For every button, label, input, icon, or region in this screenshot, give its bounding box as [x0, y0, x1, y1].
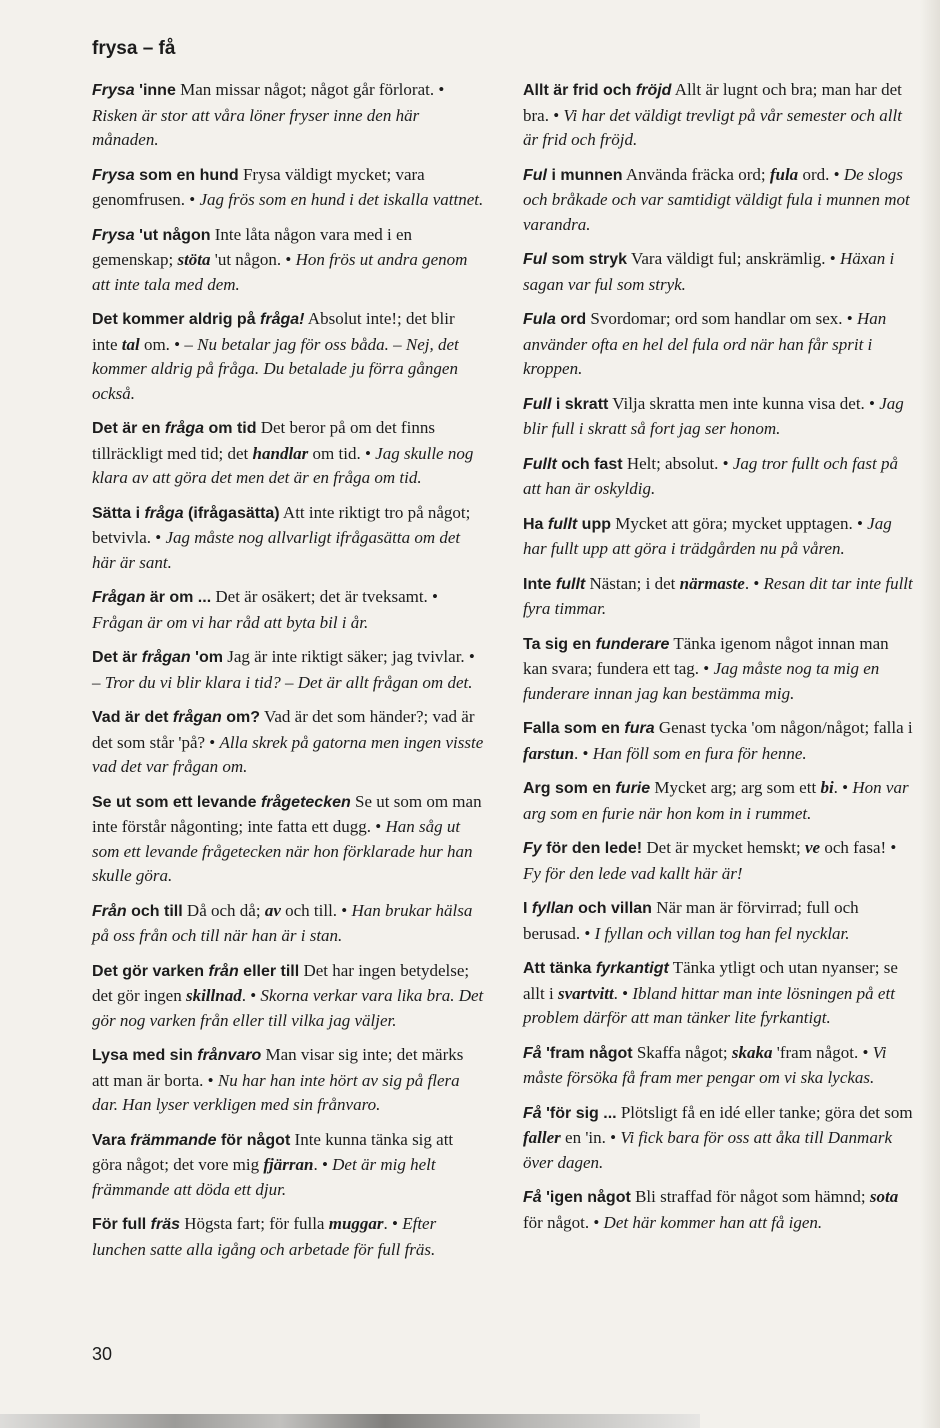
left-column: [92, 78, 484, 1272]
entry-example: Jag måste nog allvarligt ifrågasätta om det här är sant.: [92, 528, 461, 572]
dictionary-entry: [523, 716, 915, 766]
entry-headword: [523, 1189, 631, 1206]
headword-part: är om ...: [145, 589, 212, 606]
dictionary-entry: [523, 632, 915, 707]
entry-synonym: svartvitt: [557, 983, 614, 1003]
entry-headword: [92, 82, 176, 99]
dictionary-entry: [523, 1101, 915, 1176]
dictionary-entry: [523, 247, 915, 297]
entry-example: De slogs och bråkade och var samtidigt väldigt fula i munnen mot varandra.: [523, 164, 910, 234]
entry-example: Fy för den lede vad kallt här är!: [523, 863, 743, 883]
entry-definition: Svordomar; ord som handlar om sex. •: [586, 309, 857, 328]
page-header: frysa – få: [92, 38, 176, 59]
headword-part: Det är en: [92, 420, 165, 437]
entry-definition: Genast tycka 'om någon/något; falla i: [654, 718, 913, 737]
entry-headword: [92, 227, 211, 244]
entry-headword: [523, 1105, 617, 1122]
headword-part: frågan: [172, 709, 222, 726]
headword-part: Vara: [92, 1131, 131, 1149]
page-number: 30: [92, 1344, 113, 1364]
entry-synonym: muggar: [328, 1214, 384, 1233]
entry-example: Frågan är om vi har råd att byta bil i år.: [92, 612, 369, 632]
dictionary-entry: [523, 1185, 915, 1235]
entry-example: Jag tror fullt och fast på att han är oskyldig.: [523, 453, 898, 498]
headword-part: furie: [615, 780, 651, 797]
entry-definition-cont: och fasa! •: [820, 838, 897, 857]
headword-part: I: [523, 900, 532, 917]
headword-part: och villan: [573, 900, 652, 917]
headword-part: Ful: [523, 166, 547, 184]
entry-definition: Det beror på om det finns tillräckligt med tid; det: [92, 418, 435, 463]
headword-part: fräs: [150, 1216, 181, 1233]
entry-definition: Man visar sig inte; det märks att man är borta. •: [92, 1045, 464, 1090]
headword-part: Fy: [523, 840, 542, 857]
entry-headword: [523, 636, 669, 653]
entry-definition: Tänka ytligt och utan nyanser; se allt i: [523, 958, 898, 1003]
headword-part: funderare: [595, 635, 670, 653]
dictionary-entry: [92, 899, 484, 949]
entry-example: Jag måste nog ta mig en funderare innan jag kan bestämma mig.: [523, 659, 880, 703]
dictionary-entry: [92, 705, 484, 780]
entry-definition: Då och då;: [182, 900, 265, 920]
headword-part: Frysa: [92, 226, 135, 244]
headword-part: ord: [555, 311, 587, 328]
headword-part: Fula: [523, 311, 556, 328]
headword-part: främmande: [130, 1131, 217, 1149]
headword-part: 'ut någon: [134, 226, 211, 244]
headword-part: och till: [126, 902, 183, 920]
headword-part: Få: [523, 1104, 542, 1122]
entry-headword: [523, 900, 652, 917]
entry-headword: [92, 903, 183, 920]
entry-example: Alla skrek på gatorna men ingen visste vad det var frågan om.: [92, 732, 484, 776]
headword-part: 'om: [190, 649, 223, 666]
dictionary-entry: [92, 1212, 484, 1262]
entry-headword: [523, 516, 611, 533]
entry-example: Vi måste försöka få fram mer pengar om vi ska lyckas.: [523, 1042, 887, 1087]
entry-synonym: faller: [523, 1128, 561, 1147]
entry-headword: [92, 505, 280, 522]
entry-example: Det är mig helt främmande att döda ett djur.: [92, 1155, 436, 1199]
headword-part: som en hund: [134, 166, 239, 184]
entry-synonym: handlar: [252, 443, 309, 463]
headword-part: Från: [92, 902, 127, 920]
headword-part: För full: [92, 1216, 151, 1233]
entry-synonym: skillnad: [185, 986, 242, 1005]
headword-part: fullt: [555, 575, 586, 593]
entry-definition-cont: . •: [613, 983, 633, 1003]
dictionary-entry: [92, 223, 484, 298]
entry-headword: [92, 794, 351, 811]
entry-definition-cont: om. • –: [139, 334, 198, 354]
entry-headword: [92, 1132, 290, 1149]
entry-example: Resan dit tar inte fullt fyra timmar.: [523, 573, 913, 618]
headword-part: Frågan: [92, 589, 146, 606]
entry-example: Vi har det väldigt trevligt på vår semester och allt är frid och fröjd.: [523, 105, 902, 149]
entry-example: Vi fick bara för oss att åka till Danmark över dagen.: [523, 1128, 892, 1172]
headword-part: fröjd: [635, 82, 672, 99]
headword-part: fyrkantigt: [595, 960, 669, 977]
headword-part: fura: [624, 720, 655, 737]
dictionary-entry: [523, 78, 915, 153]
headword-part: från: [208, 962, 239, 980]
headword-part: Få: [523, 1044, 542, 1062]
headword-part: Sätta i: [92, 504, 145, 522]
entry-synonym: av: [264, 900, 281, 920]
entry-headword: [523, 251, 627, 268]
headword-part: 'igen något: [541, 1189, 631, 1206]
headword-part: 'fram något: [541, 1044, 633, 1062]
entry-definition: Tänka igenom något innan man kan svara; fundera ett tag. •: [523, 633, 889, 678]
entry-definition-cont: . •: [313, 1155, 333, 1174]
headword-part: fyllan: [531, 900, 574, 917]
entry-headword: [92, 589, 211, 606]
entry-definition-cont: för något. •: [523, 1212, 604, 1232]
headword-part: Få: [523, 1189, 542, 1206]
headword-part: som stryk: [547, 251, 628, 268]
headword-part: frågan: [141, 649, 191, 666]
headword-part: i munnen: [547, 166, 623, 184]
entry-example: Hon frös ut andra genom att inte tala med dem.: [92, 250, 468, 294]
dictionary-entry: [523, 776, 915, 826]
headword-part: Allt är frid och: [523, 82, 636, 99]
entry-headword: [92, 311, 305, 328]
entry-definition-cont: . •: [574, 743, 593, 763]
dictionary-entry: [92, 163, 484, 213]
entry-definition: Absolut inte!; det blir inte: [92, 309, 455, 354]
headword-part: Falla som en: [523, 720, 625, 737]
headword-part: Fullt: [523, 455, 557, 473]
entry-definition: Vara väldigt ful; anskrämlig. •: [627, 249, 840, 268]
entry-headword: [523, 396, 608, 413]
entry-synonym: bi: [820, 778, 834, 797]
entry-definition: Se ut som om man inte förstår någonting; inte fatta ett dugg. •: [92, 791, 482, 836]
headword-part: i skratt: [551, 395, 609, 413]
entry-synonym: fjärran: [263, 1155, 314, 1174]
entry-example: Häxan i sagan var ful som stryk.: [523, 249, 895, 294]
dictionary-entry: [523, 956, 915, 1031]
entry-synonym: sota: [869, 1187, 899, 1206]
headword-part: upp: [577, 515, 611, 533]
entry-headword: [92, 649, 223, 666]
headword-part: frånvaro: [197, 1047, 262, 1064]
entry-headword: [523, 311, 586, 328]
headword-part: Full: [523, 395, 552, 413]
entry-definition: Allt är lugnt och bra; man har det bra. •: [523, 80, 902, 125]
headword-part: Inte: [523, 575, 556, 593]
headword-part: Se ut som ett levande: [92, 793, 261, 811]
dictionary-entry: [92, 416, 484, 491]
entry-definition: Inte låta någon vara med i en gemenskap;: [92, 224, 413, 269]
dictionary-entry: [523, 836, 915, 886]
headword-part: Det gör varken: [92, 962, 209, 980]
entry-example: Jag skulle nog klara av att göra det men det är en fråga om tid.: [92, 443, 474, 487]
entry-example: Hon var arg som en furie när hon kom in i rummet.: [523, 778, 909, 823]
entry-example: Ibland hittar man inte lösningen på ett problem därför att man tänker lite fyrkantigt.: [523, 983, 895, 1027]
entry-synonym: tal: [121, 334, 140, 354]
entry-synonym: stöta: [177, 250, 211, 269]
entry-headword: [523, 1045, 633, 1062]
entry-headword: [523, 780, 650, 797]
dictionary-entry: [92, 78, 484, 153]
dictionary-entry: [92, 501, 484, 576]
headword-part: Lysa med sin: [92, 1047, 198, 1064]
entry-definition: Jag är inte riktigt säker; jag tvivlar. • –: [92, 647, 475, 692]
entry-example: Jag blir full i skratt så fort jag ser honom.: [523, 393, 904, 438]
entry-headword: [523, 456, 623, 473]
entry-example: Han såg ut som ett levande frågetecken när hon förklarade hur han skulle göra.: [92, 817, 473, 885]
entry-definition: Man missar något; något går förlorat. •: [175, 80, 445, 99]
dictionary-entry: [92, 645, 484, 695]
headword-part: Att tänka: [523, 960, 596, 977]
entry-headword: [92, 963, 299, 980]
entry-example: Risken är stor att våra löner fryser inne den här månaden.: [92, 105, 420, 149]
dictionary-entry: [92, 790, 484, 889]
headword-part: (ifrågasätta): [183, 504, 280, 522]
headword-part: för något: [216, 1131, 291, 1149]
headword-part: eller till: [238, 962, 300, 980]
headword-part: om tid: [204, 420, 257, 437]
dictionary-entry: [523, 572, 915, 622]
entry-definition-cont: 'fram något. •: [772, 1042, 873, 1062]
entry-definition-cont: . •: [241, 986, 261, 1005]
headword-part: Det är: [92, 649, 142, 666]
headword-part: Arg som en: [523, 780, 616, 797]
entry-synonym: fula: [769, 164, 799, 184]
entry-definition-cont: och till. •: [280, 900, 352, 920]
entry-headword: [92, 420, 256, 437]
headword-part: Vad är det: [92, 709, 173, 726]
entry-example: Nu har han inte hört av sig på flera dar. Han lyser verkligen med sin frånvaro.: [92, 1070, 460, 1114]
dictionary-entry: [523, 512, 915, 562]
entry-definition: Vilja skratta men inte kunna visa det. •: [608, 393, 880, 413]
entry-definition: Mycket att göra; mycket upptagen. •: [611, 513, 868, 533]
entry-headword: [523, 960, 669, 977]
entry-synonym: skaka: [731, 1042, 773, 1062]
entry-example: Han använder ofta en hel del fula ord när han får sprit i kroppen.: [523, 309, 887, 378]
entry-headword: [523, 720, 655, 737]
entry-definition: Vad är det som händer?; vad är det som står 'på? •: [92, 707, 475, 752]
entry-definition-cont: ord. •: [798, 164, 844, 184]
entry-example: Skorna verkar vara lika bra. Det gör nog varken från eller till vilka jag väljer.: [92, 986, 484, 1030]
entry-headword: [92, 709, 260, 726]
headword-part: Frysa: [92, 82, 135, 99]
entry-definition-cont: . •: [744, 573, 764, 593]
entry-example: Nu betalar jag för oss båda. – Nej, det kommer aldrig på fråga. Du betalade ju förra gången också.: [92, 334, 459, 403]
entry-example: I fyllan och villan tog han fel nycklar.: [594, 923, 850, 943]
entry-definition-cont: 'ut någon. •: [210, 250, 296, 269]
entry-definition: Bli straffad för något som hämnd;: [630, 1187, 870, 1206]
entry-example: Efter lunchen satte alla igång och arbetade för full fräs.: [92, 1214, 437, 1259]
entry-example: Han brukar hälsa på oss från och till när han är i stan.: [92, 900, 473, 945]
entry-definition: Det har ingen betydelse; det gör ingen: [92, 960, 470, 1005]
scan-artifact-bar: [0, 1414, 700, 1428]
headword-part: Det kommer aldrig på: [92, 311, 261, 328]
headword-part: 'för sig ...: [541, 1104, 617, 1122]
dictionary-entry: [523, 307, 915, 382]
entry-headword: [523, 167, 623, 184]
entry-definition-cont: om tid. •: [308, 443, 376, 463]
entry-example: Det här kommer han att få igen.: [603, 1212, 823, 1232]
headword-part: och fast: [556, 455, 623, 473]
entry-definition: Frysa väldigt mycket; vara genomfrusen. •: [92, 164, 425, 209]
entry-definition: Helt; absolut. •: [622, 453, 733, 473]
entry-definition: Plötsligt få en idé eller tanke; göra det som: [616, 1102, 913, 1122]
dictionary-entry: [523, 392, 915, 442]
entry-headword: [523, 840, 642, 857]
headword-part: Ha: [523, 515, 548, 533]
page-edge-shadow: [920, 0, 940, 1428]
entry-example: Jag har fullt upp att göra i trädgården nu på våren.: [523, 513, 892, 558]
entry-headword: [92, 1216, 180, 1233]
entry-headword: [92, 167, 239, 184]
entry-definition: Inte kunna tänka sig att göra något; det vore mig: [92, 1129, 454, 1174]
entry-synonym: farstun: [523, 743, 575, 763]
entry-headword: [92, 1047, 261, 1064]
entry-headword: [523, 576, 585, 593]
entry-definition: Högsta fart; för fulla: [180, 1214, 329, 1233]
headword-part: om?: [221, 709, 261, 726]
right-column: [523, 78, 915, 1245]
dictionary-entry: [92, 959, 484, 1034]
dictionary-entry: [523, 452, 915, 502]
entry-definition: Nästan; i det: [585, 573, 680, 593]
entry-definition-cont: en 'in. •: [560, 1128, 621, 1147]
dictionary-entry: [523, 163, 915, 238]
entry-definition: När man är förvirrad; full och berusad. •: [523, 898, 859, 943]
dictionary-entry: [92, 585, 484, 635]
headword-part: Frysa: [92, 166, 135, 184]
entry-synonym: närmaste: [679, 573, 745, 593]
dictionary-entry: [523, 896, 915, 946]
headword-part: fullt: [547, 515, 578, 533]
entry-example: Han föll som en fura för henne.: [592, 743, 807, 763]
headword-part: fråga!: [260, 311, 305, 328]
headword-part: Ta sig en: [523, 635, 596, 653]
headword-part: för den lede!: [541, 840, 643, 857]
entry-definition-cont: . •: [383, 1214, 403, 1233]
entry-example: Tror du vi blir klara i tid? – Det är allt frågan om det.: [104, 672, 473, 692]
entry-example: Jag frös som en hund i det iskalla vattnet.: [199, 190, 484, 209]
entry-definition: Mycket arg; arg som ett: [650, 778, 821, 797]
entry-definition: Det är osäkert; det är tveksamt. •: [211, 587, 439, 606]
dictionary-entry: [92, 1128, 484, 1203]
dictionary-entry: [92, 1043, 484, 1118]
headword-part: fråga: [144, 504, 184, 522]
dictionary-entry: [523, 1041, 915, 1091]
headword-part: 'inne: [134, 82, 176, 99]
headword-part: fråga: [164, 420, 205, 437]
headword-part: Ful: [523, 251, 547, 268]
entry-definition: Det är mycket hemskt;: [642, 838, 805, 857]
entry-headword: [523, 82, 671, 99]
entry-definition: Skaffa något;: [632, 1042, 732, 1062]
headword-part: frågetecken: [260, 793, 351, 811]
dictionary-entry: [92, 307, 484, 406]
entry-definition: Att inte riktigt tro på något; betvivla. •: [92, 502, 471, 547]
entry-definition: Använda fräcka ord;: [622, 164, 770, 184]
entry-synonym: ve: [805, 838, 821, 857]
entry-definition-cont: . •: [833, 778, 853, 797]
